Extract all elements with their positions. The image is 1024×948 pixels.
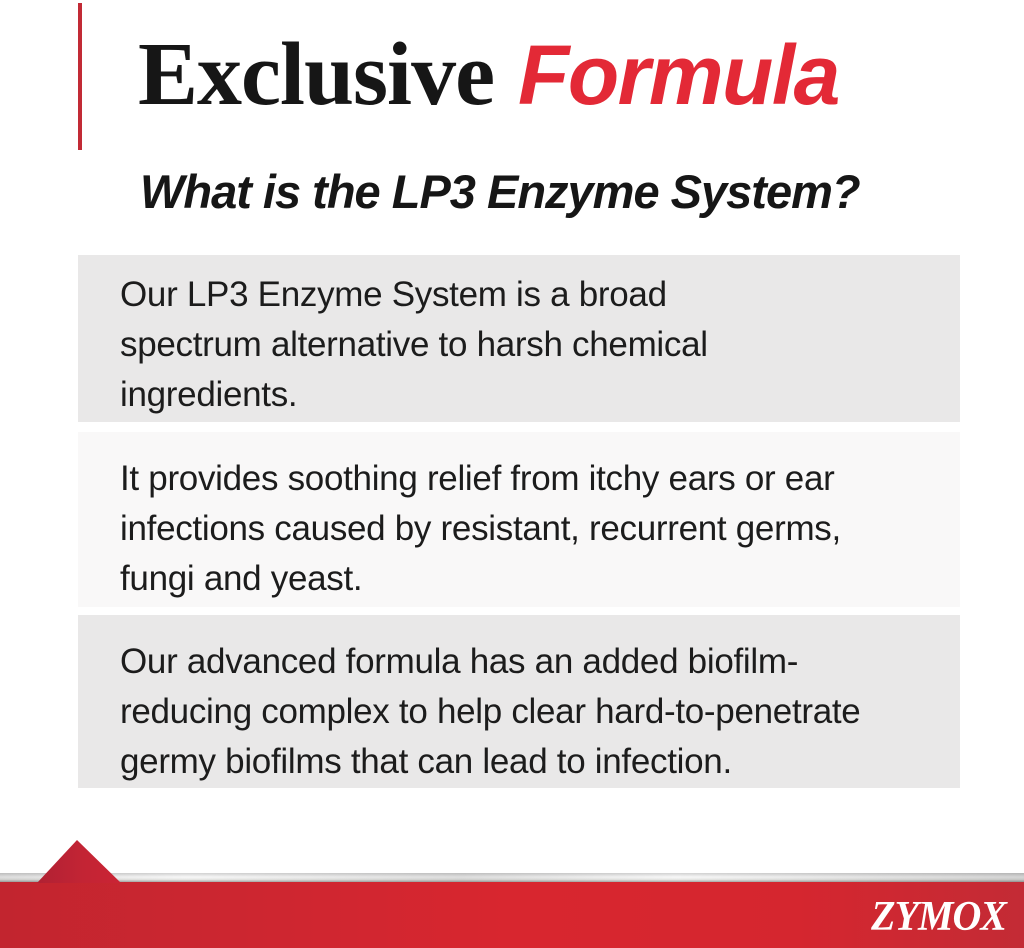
section-heading: What is the LP3 Enzyme System? — [140, 165, 860, 218]
brand-logo: ZYMOX — [871, 894, 1006, 940]
info-box-line: germy biofilms that can lead to infection. — [120, 742, 732, 781]
info-box-line: Our advanced formula has an added biofilm- — [120, 642, 799, 681]
accent-bar — [78, 3, 82, 150]
info-box-1 — [78, 255, 960, 422]
info-box-line: reducing complex to help clear hard-to-penetrate — [120, 692, 861, 731]
info-box-line: infections caused by resistant, recurrent germs, — [120, 509, 841, 548]
title-word-formula: Formula — [518, 28, 839, 122]
info-box-line: Our LP3 Enzyme System is a broad — [120, 275, 667, 314]
title-word-exclusive: Exclusive — [138, 25, 495, 124]
page-title — [138, 25, 839, 124]
info-box-line: It provides soothing relief from itchy ears or ear — [120, 459, 835, 498]
info-box-line: ingredients. — [120, 375, 298, 414]
info-box-line: fungi and yeast. — [120, 559, 363, 598]
info-box-2 — [78, 432, 960, 607]
info-box-3 — [78, 615, 960, 788]
footer-divider — [0, 873, 1024, 882]
footer-triangle-icon — [35, 838, 121, 883]
info-box-line: spectrum alternative to harsh chemical — [120, 325, 708, 364]
